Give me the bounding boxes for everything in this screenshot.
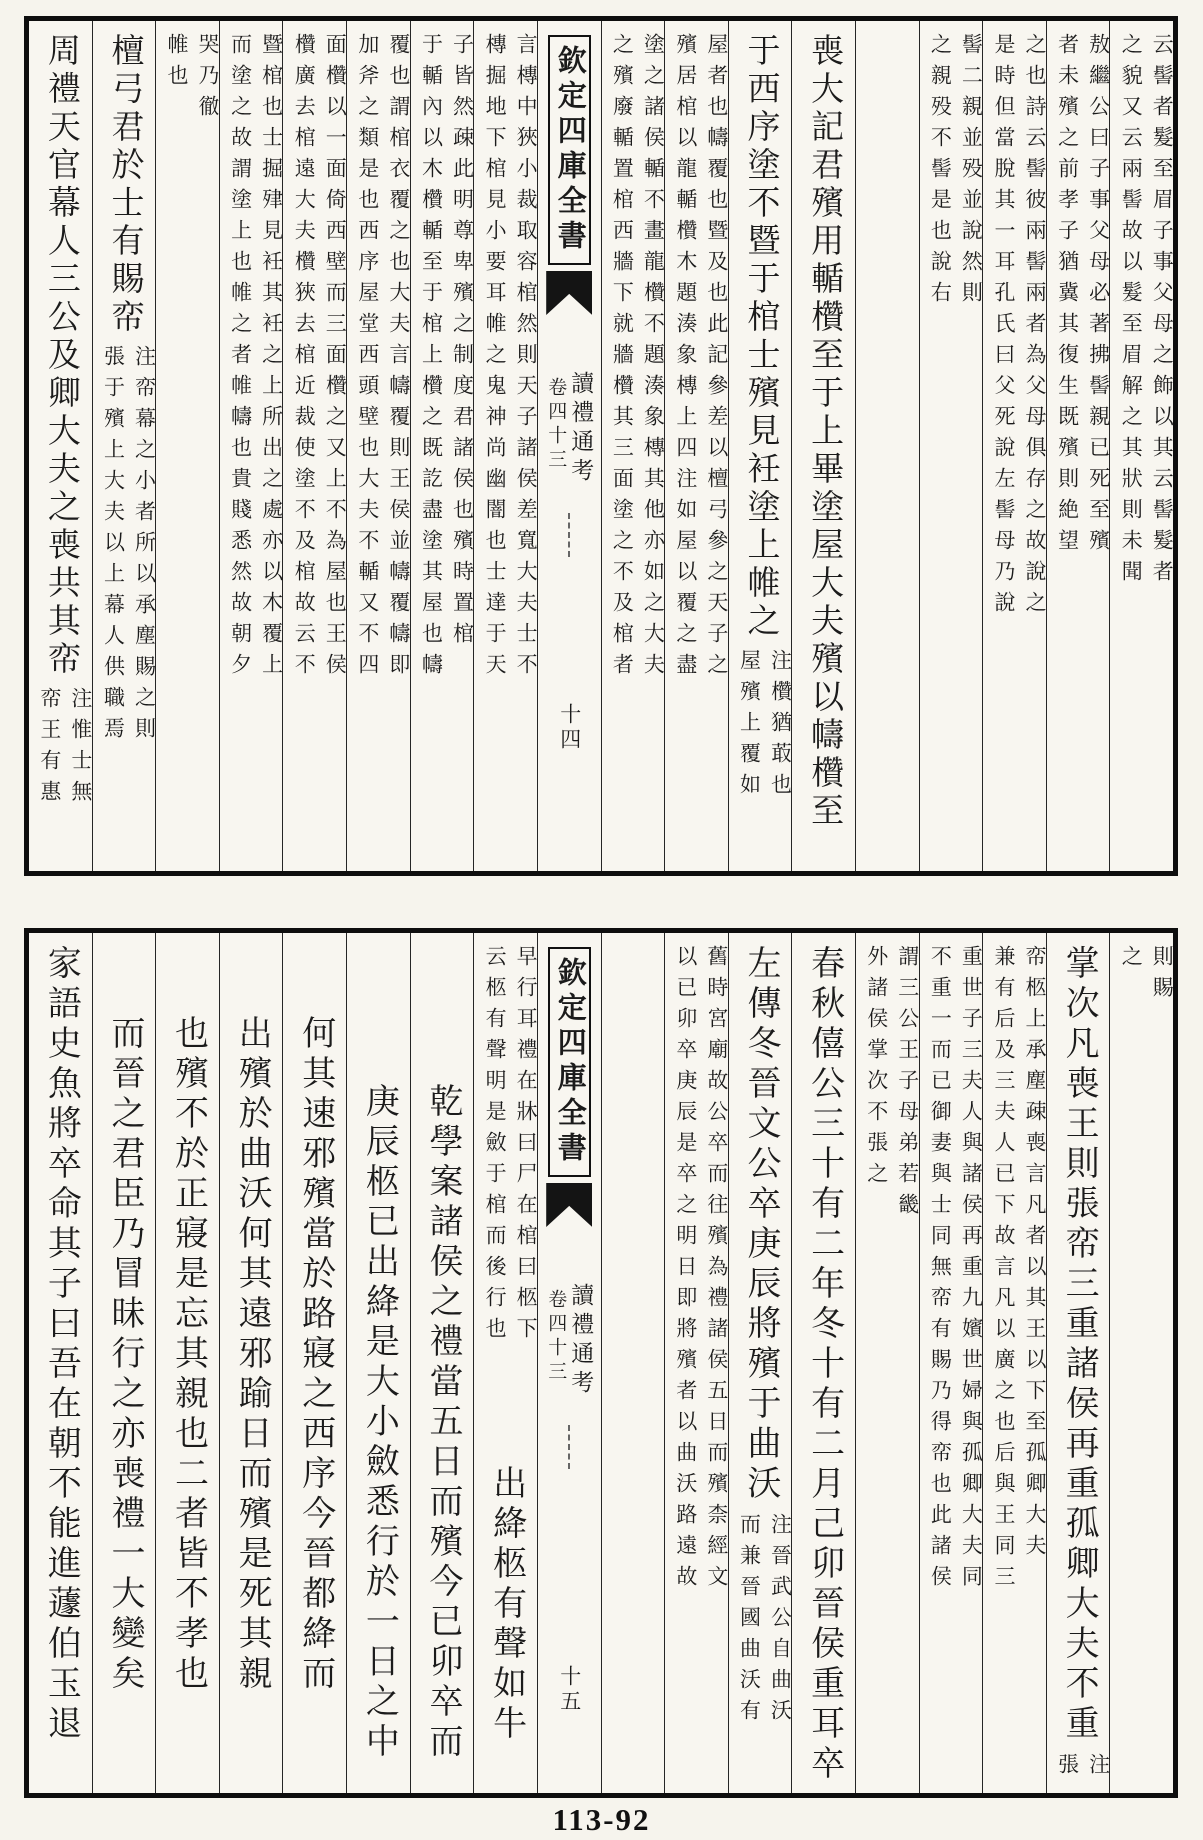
text-column <box>982 933 1046 1793</box>
text-column <box>1046 21 1110 871</box>
main-text: 春秋僖公三十有二年冬十有二月己卯晉侯重耳卒 <box>805 945 843 1785</box>
main-text: 乾學案諸侯之禮當五日而殯今已卯卒而 <box>423 1083 461 1763</box>
annotation-left: 以已卯卒庚辰是卒之明日即將殯者以曲沃路遠故 <box>673 945 698 1596</box>
annotation-left: 屋殯上覆如 <box>737 649 762 804</box>
annotation-right: 髻二親並殁並說然則 <box>959 33 984 312</box>
top-columns <box>29 21 1173 871</box>
annotation-left: 是時但當脫其一耳孔氏曰父死說左髻母乃說 <box>991 33 1016 622</box>
juan-number: 卷四十三 <box>545 377 567 473</box>
title-block <box>546 1283 592 1399</box>
annotation-pair <box>411 33 474 863</box>
main-text: 于西序塗不暨于棺士殯見衽塗上帷之 <box>742 33 779 641</box>
annotation-right: 之也詩云髻彼兩髻兩者為父母俱存之故說之 <box>1022 33 1047 622</box>
bottom-columns <box>29 933 1173 1793</box>
text-column <box>664 21 728 871</box>
annotation-pair <box>665 945 728 1785</box>
siku-banner-box <box>548 35 591 265</box>
annotation-pair <box>220 33 283 863</box>
annotation-right: 舊時宮廟故公卒而往殯為禮諸侯五日而殯柰經文 <box>704 945 729 1596</box>
annotation-left: 之殯廢輴置棺西牆下就牆欑其三面塗之不及棺者 <box>610 33 635 684</box>
annotation-right: 子皆然疎此明尊卑殯之制度君諸侯也殯時置棺 <box>450 33 475 653</box>
siku-banner: 欽定四庫全書 <box>553 45 586 255</box>
annotation-right: 注 <box>1086 1753 1111 1784</box>
text-column <box>29 933 92 1793</box>
annotation-right: 哭乃徹 <box>196 33 221 126</box>
annotation-right: 重世子三夫人與諸侯再重九嬪世婦與孤卿大夫同 <box>959 945 984 1596</box>
annotation-pair <box>665 33 728 863</box>
empty-column <box>601 933 665 1793</box>
annotation-left: 張于殯上大夫以上幕人供職焉 <box>101 345 126 748</box>
annotation-left: 殯居棺以龍輴欑木題湊象槫上四注如屋以覆之盡 <box>673 33 698 684</box>
text-column <box>282 933 346 1793</box>
text-column <box>1109 933 1173 1793</box>
annotation-pair <box>474 33 537 863</box>
text-column <box>219 933 283 1793</box>
main-text: 檀弓君於士有賜帟 <box>106 33 143 337</box>
annotation-pair <box>1110 33 1173 863</box>
text-column <box>791 933 855 1793</box>
text-column <box>728 21 792 871</box>
annotation-left: 外諸侯掌次不張之 <box>864 945 889 1193</box>
main-text: 出絳柩有聲如牛 <box>487 1465 525 1745</box>
fishtail-ornament-icon <box>546 1183 592 1227</box>
text-column <box>855 933 919 1793</box>
banner-column <box>537 21 601 871</box>
annotation-right: 敖繼公曰子事父母必著拂髻親已死至殯 <box>1086 33 1111 560</box>
annotation-left: 欑廣去棺遠大夫欑狹去棺近裁使塗不及棺故云不 <box>292 33 317 684</box>
empty-column <box>855 21 919 871</box>
text-column <box>410 21 474 871</box>
text-column <box>919 21 983 871</box>
annotation-right: 屋者也幬覆也暨及也此記參差以檀弓參之天子之 <box>704 33 729 684</box>
text-column <box>1046 933 1110 1793</box>
annotation-pair <box>93 345 156 748</box>
main-text: 掌次凡喪王則張帟三重諸侯再重孤卿大夫不重 <box>1060 945 1098 1745</box>
annotation-left: 者未殯之前孝子猶冀其復生既殯則絶望 <box>1055 33 1080 560</box>
annotation-right: 早行耳禮在牀曰尸在棺曰柩下 <box>514 945 539 1348</box>
main-text: 而晉之君臣乃冒昧行之亦喪禮一大變矣 <box>105 1015 143 1695</box>
text-column <box>346 933 410 1793</box>
annotation-pair <box>602 33 665 863</box>
main-text: 喪大記君殯用輴欑至于上畢塗屋大夫殯以幬欑至 <box>806 33 843 831</box>
annotation-right: 暨棺也士掘肂見衽其衽之上所出之處亦以木覆上 <box>259 33 284 684</box>
siku-banner: 欽定四庫全書 <box>553 957 586 1167</box>
text-column <box>919 933 983 1793</box>
annotation-left: 兼有后及三夫人已下故言凡以廣之也后與王同三 <box>991 945 1016 1596</box>
folio-number: 113-92 <box>552 1802 651 1837</box>
title-block <box>546 371 592 487</box>
annotation-left: 帟王有惠 <box>37 687 62 811</box>
text-column <box>601 21 665 871</box>
text-column <box>155 933 219 1793</box>
annotation-pair <box>474 945 537 1465</box>
main-text: 何其速邪殯當於路寢之西序今晉都絳而 <box>296 1015 334 1695</box>
text-column <box>410 933 474 1793</box>
column-divider <box>568 513 570 557</box>
annotation-pair <box>283 33 346 863</box>
annotation-right: 注晉武公自曲沃 <box>768 1513 793 1730</box>
annotation-pair <box>1047 1753 1110 1784</box>
column-divider <box>568 1425 570 1469</box>
annotation-left: 云柩有聲明是斂于棺而後行也 <box>483 945 508 1348</box>
text-column <box>92 21 156 871</box>
annotation-pair <box>729 649 792 804</box>
annotation-left: 之親殁不髻是也說右 <box>928 33 953 312</box>
annotation-left: 不重一而已御妻與士同無帟有賜乃得帟也此諸侯 <box>928 945 953 1596</box>
annotation-pair <box>920 33 983 312</box>
text-column <box>282 21 346 871</box>
annotation-left: 加斧之類是也西序屋堂西頭壁也大夫不輴又不四 <box>355 33 380 684</box>
annotation-left: 之貌又云兩髻故以髮至眉解之其狀則未聞 <box>1119 33 1144 591</box>
text-column <box>219 21 283 871</box>
annotation-pair <box>156 33 219 126</box>
annotation-right: 云髻者髮至眉子事父母之飾以其云髻髮者 <box>1150 33 1175 591</box>
page-number: 十五 <box>557 1665 582 1715</box>
annotation-left: 而塗之故謂塗上也帷之者帷幬也貴賤悉然故朝夕 <box>228 33 253 684</box>
annotation-pair <box>1110 945 1173 1007</box>
text-column <box>982 21 1046 871</box>
text-column <box>728 933 792 1793</box>
annotation-left: 槫掘地下棺見小要耳帷之鬼神尚幽闇也士達于天 <box>483 33 508 684</box>
annotation-right: 覆也謂棺衣覆之也大夫言幬覆則王侯並幬覆幬即 <box>386 33 411 684</box>
text-column <box>155 21 219 871</box>
text-column <box>473 933 537 1793</box>
main-text: 出殯於曲沃何其遠邪踰日而殯是死其親 <box>233 1015 271 1695</box>
fishtail-ornament-icon <box>546 271 592 315</box>
annotation-right: 謂三公王子母弟若畿 <box>895 945 920 1224</box>
main-text: 左傳冬晉文公卒庚辰將殯于曲沃 <box>742 945 780 1505</box>
banner-column <box>537 933 601 1793</box>
main-text: 周禮天官幕人三公及卿大夫之喪共其帟 <box>42 33 79 679</box>
text-column <box>791 21 855 871</box>
annotation-right: 則賜 <box>1150 945 1175 1007</box>
book-title: 讀禮通考 <box>568 371 594 487</box>
annotation-right: 注惟士無 <box>68 687 93 811</box>
book-title: 讀禮通考 <box>568 1283 594 1399</box>
annotation-right: 注欑猶菆也 <box>768 649 793 804</box>
top-page-block <box>24 16 1178 876</box>
annotation-right: 面欑以一面倚西壁而三面欑之又上不為屋也王侯 <box>323 33 348 684</box>
annotation-right: 注帟幕之小者所以承塵賜之則 <box>132 345 157 748</box>
siku-banner-box <box>548 947 591 1177</box>
annotation-pair <box>729 1513 792 1730</box>
annotation-left: 帷也 <box>165 33 190 95</box>
annotation-pair <box>920 945 983 1785</box>
text-column <box>664 933 728 1793</box>
text-column <box>29 21 92 871</box>
annotation-left: 于輴內以木欑輴至于棺上欑之既訖盡塗其屋也幬 <box>419 33 444 684</box>
text-column <box>346 21 410 871</box>
main-text: 也殯不於正寢是忘其親也二者皆不孝也 <box>169 1015 207 1695</box>
annotation-right: 帟柩上承塵疎喪言凡者以其王以下至孤卿大夫 <box>1022 945 1047 1565</box>
annotation-right: 言槫中狹小裁取容棺然則天子諸侯差寬大夫士不 <box>514 33 539 684</box>
text-column <box>1109 21 1173 871</box>
annotation-pair <box>1047 33 1110 863</box>
text-column <box>92 933 156 1793</box>
annotation-pair <box>983 33 1046 863</box>
main-text: 家語史魚將卒命其子曰吾在朝不能進蘧伯玉退 <box>42 945 80 1745</box>
annotation-left: 張 <box>1055 1753 1080 1784</box>
annotation-pair <box>347 33 410 863</box>
text-column <box>473 21 537 871</box>
bottom-page-block <box>24 928 1178 1798</box>
annotation-right: 塗之諸侯輴不畫龍欑不題湊象槫其他亦如之大夫 <box>641 33 666 684</box>
annotation-pair <box>856 945 919 1224</box>
annotation-pair <box>29 687 92 811</box>
juan-number: 卷四十三 <box>545 1289 567 1385</box>
page-number: 十四 <box>557 703 582 753</box>
annotation-pair <box>983 945 1046 1785</box>
annotation-left: 之 <box>1119 945 1144 976</box>
main-text: 庚辰柩已出絳是大小斂悉行於一日之中 <box>360 1083 398 1763</box>
annotation-left: 而兼晉國曲沃有 <box>737 1513 762 1730</box>
